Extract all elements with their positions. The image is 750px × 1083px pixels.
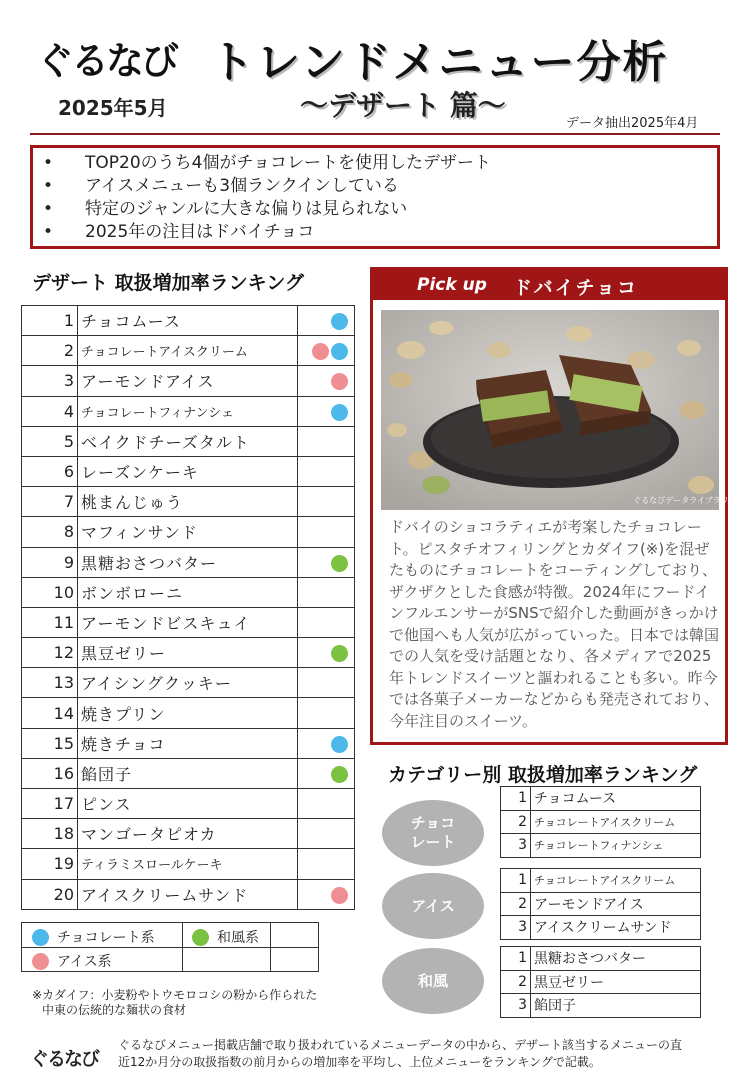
menu-name: 黒豆ゼリー [78, 638, 298, 668]
choco-dot-icon [331, 736, 348, 753]
category-markers [298, 819, 355, 849]
footer-logo: ぐるなび [30, 1048, 99, 1070]
ranking-row [22, 517, 355, 547]
page-title: トレンドメニュー分析 [210, 37, 669, 88]
ice-dot-icon [312, 343, 329, 360]
category-menu-name: チョコレートアイスクリーム [531, 869, 701, 893]
category-row [501, 947, 701, 971]
category-rank-number: 1 [501, 869, 531, 893]
menu-name: アイシングクッキー [78, 668, 298, 698]
legend-wa: 和風系 [192, 927, 259, 947]
rank-number: 11 [22, 607, 78, 637]
menu-name: チョコレートフィナンシェ [78, 396, 298, 426]
category-row [501, 892, 701, 916]
page-subtitle: ～デザート 篇～ [300, 89, 506, 122]
category-rank-number: 1 [501, 787, 531, 811]
category-rank-number: 3 [501, 994, 531, 1018]
dubai-chocolate-photo [381, 310, 729, 510]
rank-number: 17 [22, 789, 78, 819]
category-markers [298, 426, 355, 456]
rank-number: 9 [22, 547, 78, 577]
category-markers [298, 698, 355, 728]
category-menu-name: チョコレートアイスクリーム [531, 810, 701, 834]
rank-number: 8 [22, 517, 78, 547]
wa-dot-icon [331, 766, 348, 783]
menu-name: アーモンドビスキュイ [78, 607, 298, 637]
category-markers [298, 366, 355, 396]
footer-description: ぐるなびメニュー掲載店舗で取り扱われているメニューデータの中から、デザート該当するメニューの直 近12か月分の取扱指数の前月からの増加率を平均し、上位メニューをランキングで記載。 [118, 1038, 683, 1069]
category-markers [298, 758, 355, 788]
category-markers [298, 638, 355, 668]
pickup-header [373, 270, 725, 300]
category-markers [298, 336, 355, 366]
rank-number: 3 [22, 366, 78, 396]
category-menu-name: チョコレートフィナンシェ [531, 834, 701, 858]
ranking-row [22, 668, 355, 698]
legend-ice: アイス系 [32, 951, 112, 971]
category-rank-number: 2 [501, 892, 531, 916]
photo-credit: ぐるなびデータライブラリ [633, 496, 729, 505]
header-divider [30, 133, 720, 135]
category-rank-number: 1 [501, 947, 531, 971]
category-table [500, 868, 701, 940]
menu-name: マンゴータピオカ [78, 819, 298, 849]
rank-number: 18 [22, 819, 78, 849]
category-row [501, 810, 701, 834]
category-row [501, 994, 701, 1018]
ranking-row [22, 456, 355, 486]
rank-number: 12 [22, 638, 78, 668]
rank-number: 19 [22, 849, 78, 879]
rank-number: 1 [22, 306, 78, 336]
menu-name: 黒糖おさつバター [78, 547, 298, 577]
rank-number: 5 [22, 426, 78, 456]
menu-name: チョコムース [78, 306, 298, 336]
rank-number: 2 [22, 336, 78, 366]
rank-number: 16 [22, 758, 78, 788]
category-menu-name: チョコムース [531, 787, 701, 811]
ranking-row [22, 577, 355, 607]
category-menu-name: アーモンドアイス [531, 892, 701, 916]
category-row [501, 834, 701, 858]
category-label: アイス [382, 873, 484, 939]
category-label: チョコ レート [382, 800, 484, 866]
category-markers [298, 728, 355, 758]
pickup-title: ドバイチョコ [513, 277, 639, 299]
ranking-title: デザート 取扱増加率ランキング [32, 272, 305, 294]
ranking-row [22, 879, 355, 909]
category-menu-name: 餡団子 [531, 994, 701, 1018]
category-markers [298, 577, 355, 607]
category-rank-number: 2 [501, 970, 531, 994]
rank-number: 13 [22, 668, 78, 698]
category-rank-number: 2 [501, 810, 531, 834]
choco-dot-icon [331, 404, 348, 421]
choco-dot-icon [32, 929, 49, 946]
menu-name: ベイクドチーズタルト [78, 426, 298, 456]
summary-item: • TOP20のうち4個がチョコレートを使用したデザート [43, 153, 491, 173]
category-menu-name: アイスクリームサンド [531, 916, 701, 940]
wa-dot-icon [331, 555, 348, 572]
rank-number: 6 [22, 456, 78, 486]
category-rank-number: 3 [501, 916, 531, 940]
ranking-row [22, 638, 355, 668]
rank-number: 4 [22, 396, 78, 426]
menu-name: 桃まんじゅう [78, 487, 298, 517]
legend [21, 922, 319, 972]
menu-name: 焼きプリン [78, 698, 298, 728]
pickup-description: ドバイのショコラティエが考案したチョコレート。ピスタチオフィリングとカダイフ(※)を混ぜたものにチョコレートをコーティングしており、ザクザクとした食感が特徴。2024年にフードインフルエンサーがSNSで紹介した動画がきっかけで他国へも人気が広がっていった。日本では韓国での人気を受け話題となり、各メディアで2025年トレンドスイーツと謳われることも多い。昨今では各菓子メーカーなどからも発売されており、今年注目のスイーツ。 [389, 518, 720, 730]
category-rank-number: 3 [501, 834, 531, 858]
rank-number: 7 [22, 487, 78, 517]
category-markers [298, 849, 355, 879]
menu-name: ティラミスロールケーキ [78, 849, 298, 879]
category-markers [298, 456, 355, 486]
menu-name: アイスクリームサンド [78, 879, 298, 909]
category-markers [298, 789, 355, 819]
ranking-row [22, 849, 355, 879]
category-markers [298, 879, 355, 909]
ranking-table [21, 305, 355, 910]
rank-number: 20 [22, 879, 78, 909]
ranking-row [22, 366, 355, 396]
category-markers [298, 547, 355, 577]
wa-dot-icon [192, 929, 209, 946]
category-markers [298, 487, 355, 517]
ranking-row [22, 306, 355, 336]
summary-box [30, 145, 720, 249]
menu-name: レーズンケーキ [78, 456, 298, 486]
category-markers [298, 517, 355, 547]
wa-dot-icon [331, 645, 348, 662]
category-row [501, 916, 701, 940]
ranking-row [22, 336, 355, 366]
menu-name: マフィンサンド [78, 517, 298, 547]
ranking-row [22, 789, 355, 819]
footnote: ※カダイフ：小麦粉やトウモロコシの粉から作られた 中東の伝統的な麺状の食材 [32, 988, 318, 1017]
pickup-label: Pick up [417, 275, 487, 295]
rank-number: 15 [22, 728, 78, 758]
ranking-row [22, 547, 355, 577]
ice-dot-icon [32, 953, 49, 970]
data-extract-date: データ抽出2025年4月 [566, 116, 699, 131]
category-markers [298, 668, 355, 698]
summary-item: • アイスメニューも3個ランクインしている [43, 176, 399, 196]
rank-number: 10 [22, 577, 78, 607]
category-table [500, 946, 701, 1018]
report-date: 2025年5月 [58, 96, 168, 120]
category-row [501, 787, 701, 811]
category-markers [298, 396, 355, 426]
menu-name: ピンス [78, 789, 298, 819]
ranking-row [22, 487, 355, 517]
gurunavi-logo: ぐるなび [36, 39, 177, 83]
ice-dot-icon [331, 887, 348, 904]
menu-name: ボンボローニ [78, 577, 298, 607]
choco-dot-icon [331, 313, 348, 330]
category-row [501, 970, 701, 994]
summary-item: • 2025年の注目はドバイチョコ [43, 222, 315, 242]
summary-item: • 特定のジャンルに大きな偏りは見られない [43, 199, 408, 219]
ranking-row [22, 426, 355, 456]
bullet-icon: • [43, 153, 54, 173]
ranking-row [22, 819, 355, 849]
menu-name: アーモンドアイス [78, 366, 298, 396]
bullet-icon: • [43, 176, 54, 196]
category-markers [298, 306, 355, 336]
legend-choco: チョコレート系 [32, 927, 155, 947]
menu-name: 焼きチョコ [78, 728, 298, 758]
category-menu-name: 黒糖おさつバター [531, 947, 701, 971]
category-row [501, 869, 701, 893]
category-ranking-title: カテゴリー別 取扱増加率ランキング [388, 764, 698, 786]
ranking-row [22, 396, 355, 426]
category-markers [298, 607, 355, 637]
menu-name: 餡団子 [78, 758, 298, 788]
category-menu-name: 黒豆ゼリー [531, 970, 701, 994]
category-table [500, 786, 701, 858]
bullet-icon: • [43, 199, 54, 219]
ranking-row [22, 728, 355, 758]
bullet-icon: • [43, 222, 54, 242]
category-label: 和風 [382, 948, 484, 1014]
rank-number: 14 [22, 698, 78, 728]
ice-dot-icon [331, 373, 348, 390]
ranking-row [22, 758, 355, 788]
choco-dot-icon [331, 343, 348, 360]
menu-name: チョコレートアイスクリーム [78, 336, 298, 366]
ranking-row [22, 698, 355, 728]
ranking-row [22, 607, 355, 637]
pickup-panel [370, 267, 728, 745]
